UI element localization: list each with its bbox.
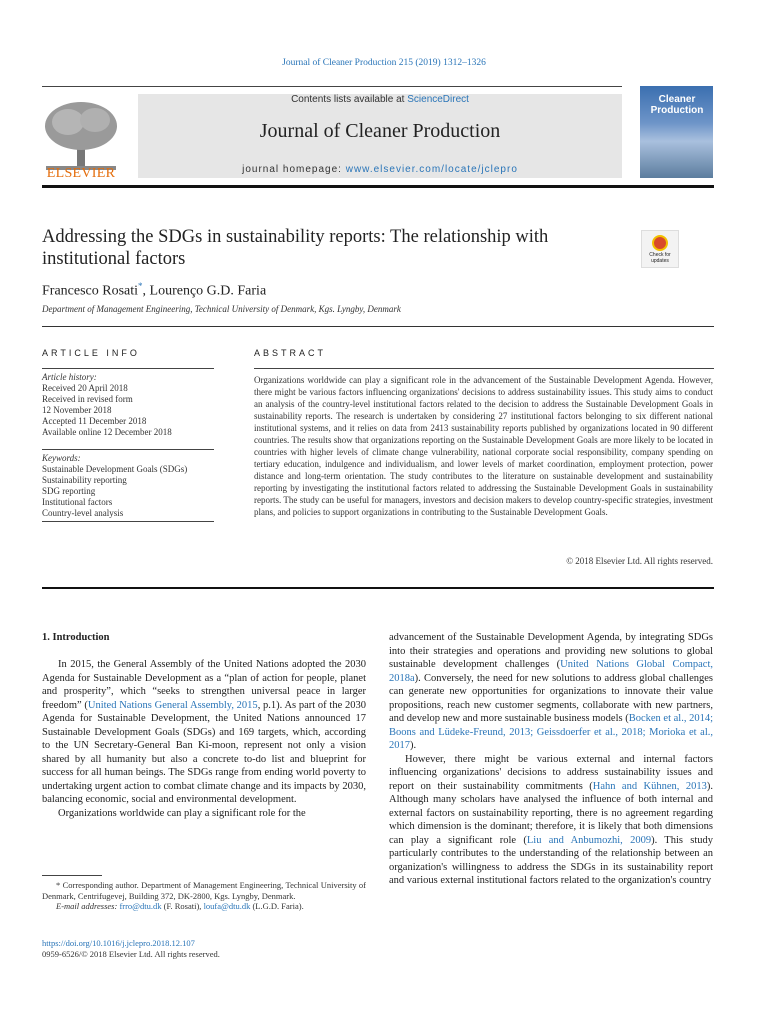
article-info-heading: ARTICLE INFO [42,348,140,358]
check-for-updates-button[interactable] [641,230,679,268]
citation-link[interactable]: Liu and Anbumozhi, 2009 [526,834,652,846]
citation-link[interactable]: Bocken et al., 2014; Boons and Lüdeke-Freund, 2013; Geissdoerfer et al., 2018; Morioka et al., 2017 [389,713,713,751]
body-text: advancement of the Sustainable Development Agenda, by integrating SDGs into their strategies and operations and providing new solutions to global sustainable development challenges ( [389,632,713,670]
divider [42,326,714,327]
body-text: However, there might be various external and internal factors influencing organizations' decisions to address sustainability issues and report on their sustainability commitments ( [389,753,713,792]
citation-link[interactable]: Hahn and Kühnen, 2013 [592,780,707,792]
email-owner: (L.G.D. Faria). [250,901,304,911]
footnote [42,880,366,912]
issn-line: 0959-6526/© 2018 Elsevier Ltd. All rights reserved. [42,949,220,959]
email-link[interactable]: frro@dtu.dk [119,901,162,911]
keyword-item: SDG reporting [42,486,96,496]
journal-banner [138,94,622,178]
footnote-rule [42,875,102,876]
body-paragraph [389,631,713,753]
divider [42,587,714,589]
body-column-left [42,658,366,820]
body-text: ). [410,740,417,751]
journal-cover-image [640,86,713,178]
history-item: 12 November 2018 [42,405,112,415]
keyword-item: Institutional factors [42,497,113,507]
abstract-copyright: © 2018 Elsevier Ltd. All rights reserved. [566,556,713,566]
header-bottom-rule [42,185,714,188]
keywords-label: Keywords: [42,453,81,463]
check-updates-icon [652,235,668,251]
abstract-text: Organizations worldwide can play a significant role in the advancement of the Sustainable Development Agenda. However, there might be various factors influencing organizations' decisions to address sustainability issues. This study aims to conduct an analysis of the country-level institutional factors related to the decision to address the Sustainable Development Goals in sustainability reports. The research is undertaken by considering 27 institutional factors belonging to six different national institutional systems, and it relies on data from 2413 sustainability reports published by organizations located in 90 different countries. The results show that organizations reporting on the Sustainable Development Goals are more likely to be located in countries with higher levels of climate change vulnerability, national corporate social responsibility, company spending on tertiary education, indulgence and individualism, and lower levels of market coordination, employment protection, power distance and long-term orientation. The study contributes to the literature on sustainable development and sustainability reporting by investigating the institutional factors related to addressing the Sustainable Development Goals in sustainability reports. The study can be useful for managers, investors and decision makers to develop country-specific strategies, investment plans, and policies to support organizations in contributing to the Sustainable Development Goals. [254,375,713,517]
body-paragraph [389,753,713,888]
corresponding-author-link[interactable]: * [138,281,143,291]
body-column-right [389,631,713,888]
elsevier-wordmark: ELSEVIER [46,166,116,181]
divider [254,368,714,369]
author-name: Lourenço G.D. Faria [149,283,267,299]
history-item: Received in revised form [42,394,133,404]
divider [42,521,214,522]
journal-reference-link[interactable]: Journal of Cleaner Production 215 (2019) 1312–1326 [282,58,486,68]
body-paragraph: Organizations worldwide can play a significant role for the [58,807,306,819]
body-text: , p.1). As part of the 2030 Agenda for Sustainable Development, the United Nations announced 17 Sustainable Development Goals (SDGs) and 169 targets, which, according to the UN Secretary-General Ban Ki-moon, represent not only a vision shared by all humanity but also a concrete to-do list and blueprint for success for all human beings. The SDGs range from ending world poverty to undertaking urgent action to combat climate change and its impacts by 2030, balancing economic, social and environmental development. [42,699,366,805]
contents-line [138,94,622,105]
keyword-item: Sustainability reporting [42,475,127,485]
body-text: ). Conversely, the need for new solutions to address global challenges can generate new opportunities for organizations to innovate their value propositions, reach new customer segments, collaborate with new partners, and develop new and more sustainable business models ( [389,672,713,724]
divider [42,368,214,369]
history-item: Accepted 11 December 2018 [42,416,147,426]
corresponding-author-note: * Corresponding author. Department of Management Engineering, Technical University of Denmark, Centrifugevej, Building 372, DK-2800, Kgs. Lyngby, Denmark. [42,880,366,901]
keywords [42,453,214,519]
email-owner: (F. Rosati), [161,901,204,911]
body-text: ). Although many scholars have analysed the influence of both internal and external factors on sustainability reporting, there is no agreement regarding which dimension is the dominant; therefore, it is likely that both dimensions can play a significant role ( [389,780,713,846]
journal-title: Journal of Cleaner Production [259,120,501,142]
author-name: Francesco Rosati [42,283,139,299]
section-heading-introduction: 1. Introduction [42,632,110,643]
author-separator: , [142,283,150,299]
contents-prefix: Contents lists available at [291,94,408,105]
body-text: In 2015, the General Assembly of the United Nations adopted the 2030 Agenda for Sustainable Development as a “plan of action for people, planet and prosperity”, which “seeks to strengthen universal peace in larger freedom” ( [42,659,366,711]
divider [42,449,214,450]
author-list [42,281,266,300]
homepage-prefix: journal homepage: [242,164,346,175]
body-paragraph [42,658,366,807]
email-label: E-mail addresses: [56,901,120,911]
affiliation: Department of Management Engineering, Technical University of Denmark, Kgs. Lyngby, Denmark [42,304,401,314]
citation-link[interactable]: United Nations General Assembly, 2015 [87,699,258,711]
citation-link[interactable]: United Nations Global Compact, 2018a [389,659,713,684]
header-top-rule [42,86,622,87]
history-item: Available online 12 December 2018 [42,427,172,437]
check-updates-label: Check for updates [649,252,671,264]
email-line [42,901,366,912]
article-title: Addressing the SDGs in sustainability reports: The relationship with institutional factors [42,227,549,269]
keyword-item: Country-level analysis [42,508,124,518]
body-text: ). This study particularly contributes to the understanding of the relationship between an organization's willingness to address the SDGs in its sustainability report and various external institutional factors related to the organization's country [389,834,713,886]
doi-block [42,938,220,960]
history-item: Received 20 April 2018 [42,383,128,393]
homepage-line [138,164,622,175]
abstract-heading: ABSTRACT [254,348,327,358]
sciencedirect-link[interactable]: ScienceDirect [407,94,469,105]
article-history [42,372,214,438]
email-link[interactable]: loufa@dtu.dk [203,901,251,911]
homepage-link[interactable]: www.elsevier.com/locate/jclepro [345,164,518,175]
cover-title: Cleaner Production [650,94,704,116]
keyword-item: Sustainable Development Goals (SDGs) [42,464,188,474]
history-label: Article history: [42,372,97,382]
doi-link[interactable]: https://doi.org/10.1016/j.jclepro.2018.12.107 [42,938,195,948]
